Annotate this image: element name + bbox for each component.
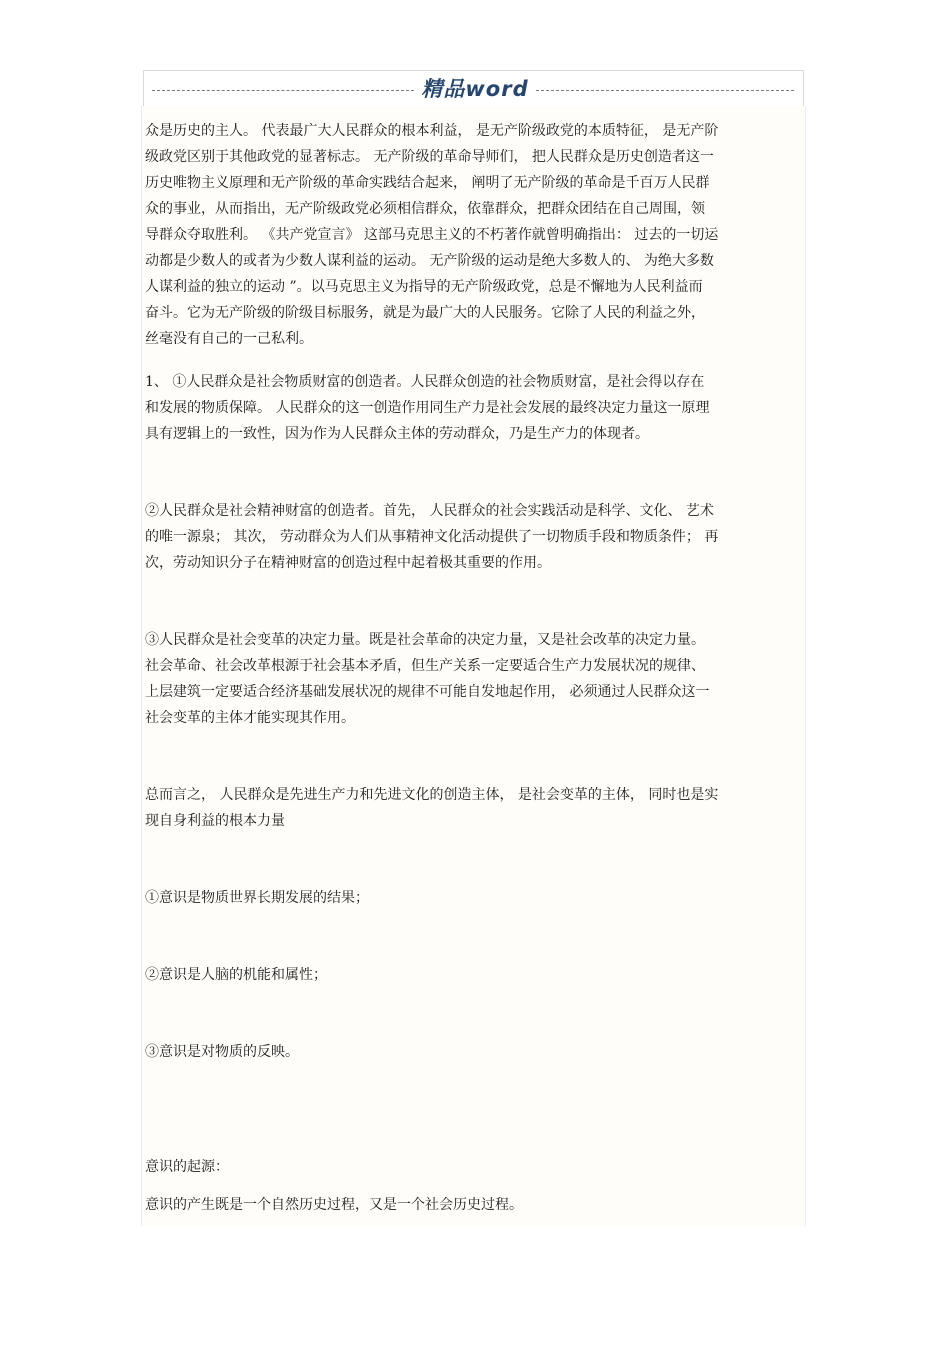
text-line: 动都是少数人的或者为少数人谋利益的运动。 无产阶级的运动是绝大多数人的、 为绝大多数 [145, 253, 714, 269]
document-body [141, 106, 806, 1226]
item-consciousness-function [145, 962, 805, 988]
header-dash-right [536, 90, 794, 91]
paragraph-consciousness-origin [145, 1192, 805, 1218]
item-consciousness-result [145, 885, 805, 911]
text-line: 意识的产生既是一个自然历史过程，又是一个社会历史过程。 [145, 1197, 523, 1213]
text-line: 奋斗。它为无产阶级的阶级目标服务，就是为最广大的人民服务。它除了人民的利益之外， [145, 305, 705, 321]
text-line: 众的事业，从而指出，无产阶级政党必须相信群众，依靠群众，把群众团结在自己周围，领 [145, 201, 705, 217]
paragraph-summary [145, 782, 805, 834]
page-header [143, 70, 804, 106]
text-line: 导群众夺取胜利。 《共产党宣言》 这部马克思主义的不朽著作就曾明确指出： 过去的一切运 [145, 227, 719, 243]
text-line: ②人民群众是社会精神财富的创造者。首先， 人民群众的社会实践活动是科学、文化、 艺术 [145, 503, 714, 519]
item-consciousness-reflection [145, 1039, 805, 1065]
text-line: 上层建筑一定要适合经济基础发展状况的规律不可能自发地起作用， 必须通过人民群众这一 [145, 684, 710, 700]
text-line: 人谋利益的独立的运动 ”。以马克思主义为指导的无产阶级政党，总是不懈地为人民利益而 [145, 279, 703, 295]
text-line: ②意识是人脑的机能和属性； [145, 967, 327, 983]
text-line: ①意识是物质世界长期发展的结果； [145, 890, 369, 906]
paragraph-social-change [145, 627, 805, 731]
text-line: ③意识是对物质的反映。 [145, 1044, 299, 1060]
header-logo: 精品word [421, 77, 529, 101]
text-line: 1、 ①人民群众是社会物质财富的创造者。人民群众创造的社会物质财富，是社会得以存在 [145, 374, 705, 390]
text-line: 的唯一源泉； 其次， 劳动群众为人们从事精神文化活动提供了一切物质手段和物质条件； 再 [145, 529, 719, 545]
text-line: 总而言之， 人民群众是先进生产力和先进文化的创造主体， 是社会变革的主体， 同时也是实 [145, 787, 719, 803]
paragraph-material-wealth [145, 369, 805, 447]
text-line: 众是历史的主人。 代表最广大人民群众的根本利益， 是无产阶级政党的本质特征， 是无产阶 [145, 123, 719, 139]
header-dash-left [152, 90, 414, 91]
text-line: 现自身利益的根本力量 [145, 813, 285, 829]
text-line: 历史唯物主义原理和无产阶级的革命实践结合起来， 阐明了无产阶级的革命是千百万人民群 [145, 175, 710, 191]
text-line: 意识的起源： [145, 1159, 229, 1175]
text-line: 社会变革的主体才能实现其作用。 [145, 710, 355, 726]
text-line: 丝毫没有自己的一己私利。 [145, 331, 313, 347]
text-line: 和发展的物质保障。 人民群众的这一创造作用同生产力是社会发展的最终决定力量这一原理 [145, 400, 710, 416]
text-line: 具有逻辑上的一致性，因为作为人民群众主体的劳动群众，乃是生产力的体现者。 [145, 426, 649, 442]
paragraph-spiritual-wealth [145, 498, 805, 576]
text-line: 次，劳动知识分子在精神财富的创造过程中起着极其重要的作用。 [145, 555, 551, 571]
heading-consciousness-origin [145, 1154, 805, 1180]
text-line: ③人民群众是社会变革的决定力量。既是社会革命的决定力量，又是社会改革的决定力量。 [145, 632, 705, 648]
paragraph-historical-role [145, 118, 805, 352]
text-line: 级政党区别于其他政党的显著标志。 无产阶级的革命导师们， 把人民群众是历史创造者这一 [145, 149, 714, 165]
text-line: 社会革命、社会改革根源于社会基本矛盾，但生产关系一定要适合生产力发展状况的规律、 [145, 658, 705, 674]
